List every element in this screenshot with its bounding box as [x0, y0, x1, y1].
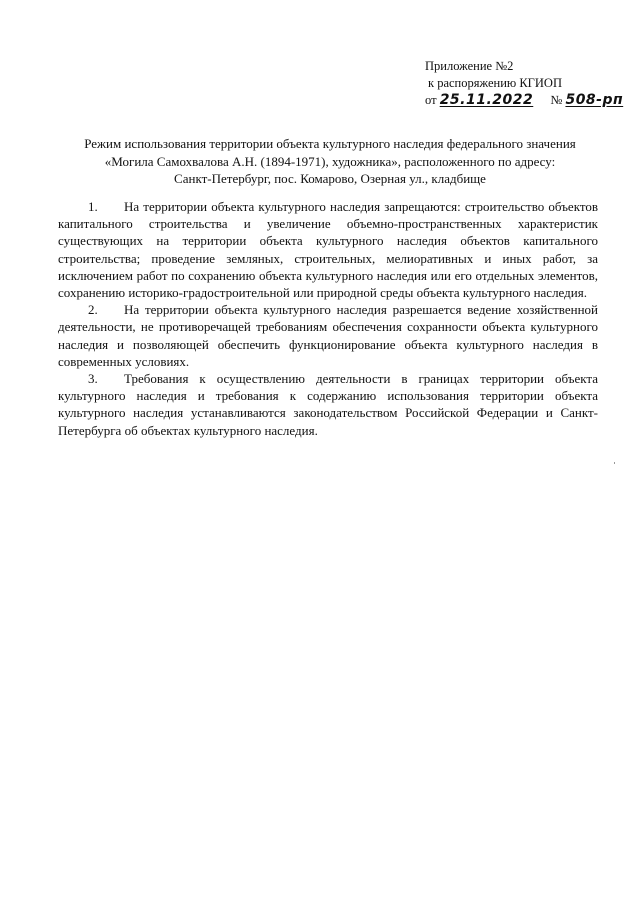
appendix-order-ref: к распоряжению КГИОП: [428, 76, 562, 90]
heading-line-2: «Могила Самохвалова А.Н. (1894-1971), художника», расположенного по адресу:: [104, 153, 556, 169]
paragraph-number: 1.: [88, 199, 98, 214]
paragraph-number: 3.: [88, 371, 98, 387]
heading-line-1: Режим использования территории объекта культурного наследия федерального значения: [84, 136, 576, 151]
date-prefix: от: [425, 93, 437, 107]
number-prefix: №: [550, 93, 563, 107]
paragraph-1: [58, 198, 598, 301]
paragraph-number: 2.: [88, 302, 98, 318]
paragraph-3: [58, 370, 598, 439]
handwritten-date: 25.11.2022: [439, 92, 534, 108]
appendix-title: Приложение №2: [425, 59, 514, 73]
paragraph-text: На территории объекта культурного наследия разрешается ведение хозяйственной деятельности, не противоречащей требованиям обеспечения сохранности объекта культурного наследия и позволяющей обеспечить функционирование объекта культурного наследия в современных условиях.: [58, 302, 598, 369]
appendix-date-line: [425, 92, 623, 109]
paragraph-2: [58, 301, 598, 370]
paragraph-text: Требования к осуществлению деятельности в границах территории объекта культурного наследия и требования к содержанию использования территории объекта культурного наследия устанавливаются законодательством Российской Федерации и Санкт-Петербурга об объектах культурного наследия.: [58, 371, 598, 438]
document-body: [58, 198, 598, 439]
appendix-block: [425, 58, 623, 109]
document-heading: [60, 135, 600, 188]
paragraph-text: На территории объекта культурного наследия запрещаются: строительство объектов капитального строительства и увеличение объемно-пространственных характеристик существующих на территории объекта культурного наследия объектов капитального строительства; проведение земляных, строительных, мелиоративных и иных работ, за исключением работ по сохранению объекта культурного наследия или его отдельных элементов, сохранению историко-градостроительной или природной среды объекта культурного наследия.: [58, 199, 598, 301]
heading-line-3: Санкт-Петербург, пос. Комарово, Озерная ул., кладбище: [174, 171, 486, 186]
scan-speck: [614, 462, 615, 464]
handwritten-order-number: 508-рп: [565, 92, 624, 108]
